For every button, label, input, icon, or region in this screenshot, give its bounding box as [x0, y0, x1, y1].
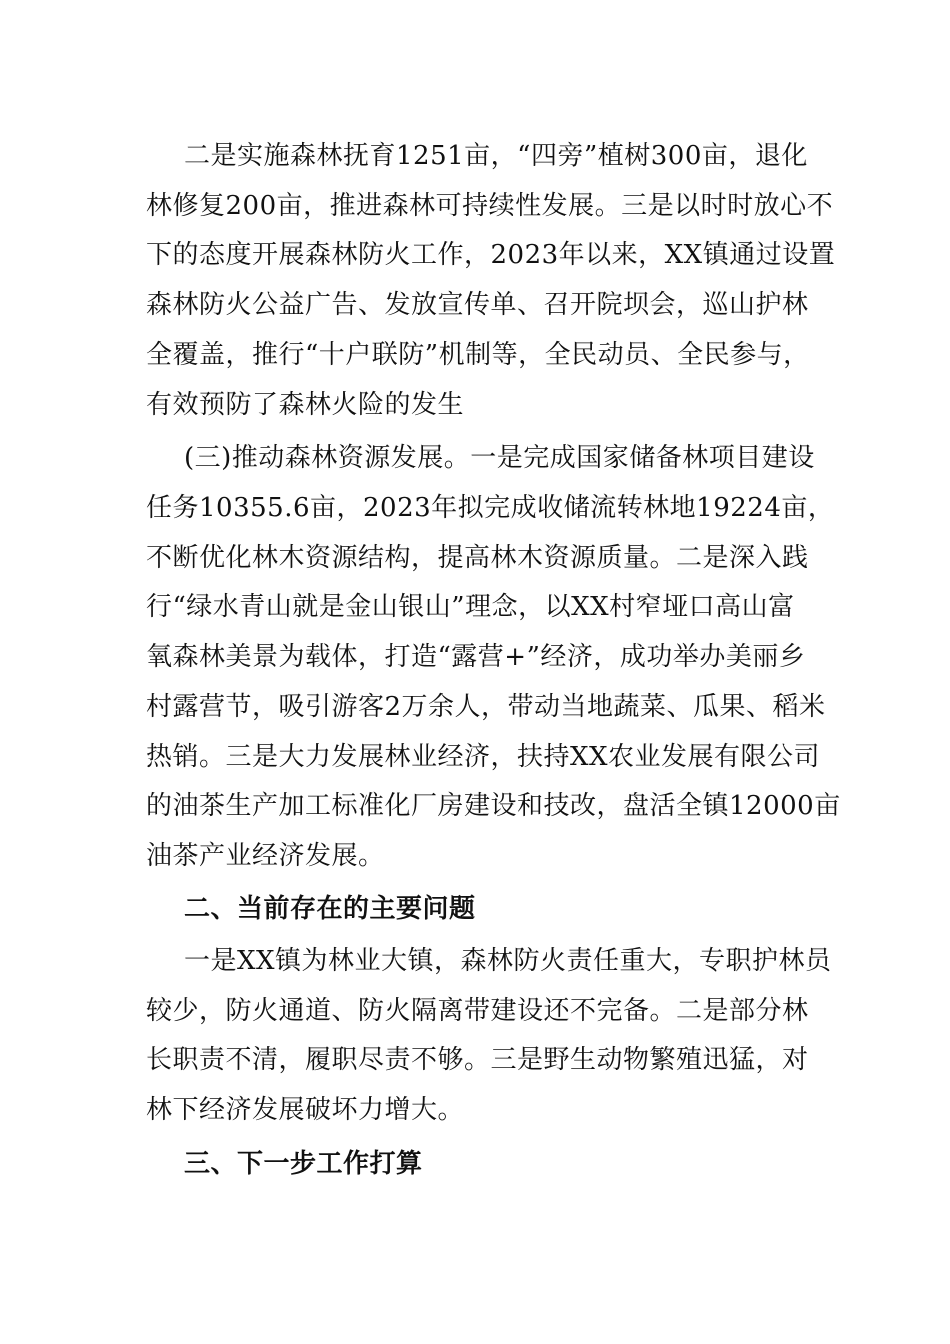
section-heading-3: 三、下一步工作打算 [184, 1149, 423, 1179]
paragraph-2-line-6: 村露营节，吸引游客2万余人，带动当地蔬菜、瓜果、稻米 [146, 692, 826, 722]
paragraph-1-line-3: 下的态度开展森林防火工作，2023年以来，XX镇通过设置 [146, 240, 836, 270]
paragraph-3-line-3: 长职责不清，履职尽责不够。三是野生动物繁殖迅猛，对 [146, 1045, 809, 1075]
paragraph-2-line-4: 行“绿水青山就是金山银山”理念，以XX村窄垭口高山富 [146, 592, 795, 622]
paragraph-1-line-6: 有效预防了森林火险的发生 [146, 390, 465, 420]
paragraph-1-line-1: 二是实施森林抚育1251亩，“四旁”植树300亩，退化 [184, 141, 808, 171]
paragraph-3-line-4: 林下经济发展破坏力增大。 [146, 1095, 465, 1125]
paragraph-1-line-4: 森林防火公益广告、发放宣传单、召开院坝会，巡山护林 [146, 290, 809, 320]
paragraph-1-line-2: 林修复200亩，推进森林可持续性发展。三是以时时放心不 [146, 191, 834, 221]
paragraph-2-line-1: (三)推动森林资源发展。一是完成国家储备林项目建设 [184, 443, 815, 473]
paragraph-1-line-5: 全覆盖，推行“十户联防”机制等，全民动员、全民参与， [146, 340, 810, 370]
paragraph-3-line-2: 较少，防火通道、防火隔离带建设还不完备。二是部分林 [146, 996, 809, 1026]
paragraph-2-line-2: 任务10355.6亩，2023年拟完成收储流转林地19224亩， [146, 493, 835, 523]
paragraph-2-line-3: 不断优化林木资源结构，提高林木资源质量。二是深入践 [146, 543, 809, 573]
section-heading-2: 二、当前存在的主要问题 [184, 894, 476, 924]
paragraph-2-line-7: 热销。三是大力发展林业经济，扶持XX农业发展有限公司 [146, 742, 821, 772]
paragraph-2-line-9: 油茶产业经济发展。 [146, 841, 385, 871]
paragraph-3-line-1: 一是XX镇为林业大镇，森林防火责任重大，专职护林员 [184, 946, 832, 976]
paragraph-2-line-8: 的油茶生产加工标准化厂房建设和技改，盘活全镇12000亩 [146, 791, 841, 821]
paragraph-2-line-5: 氧森林美景为载体，打造“露营+”经济，成功举办美丽乡 [146, 642, 806, 672]
